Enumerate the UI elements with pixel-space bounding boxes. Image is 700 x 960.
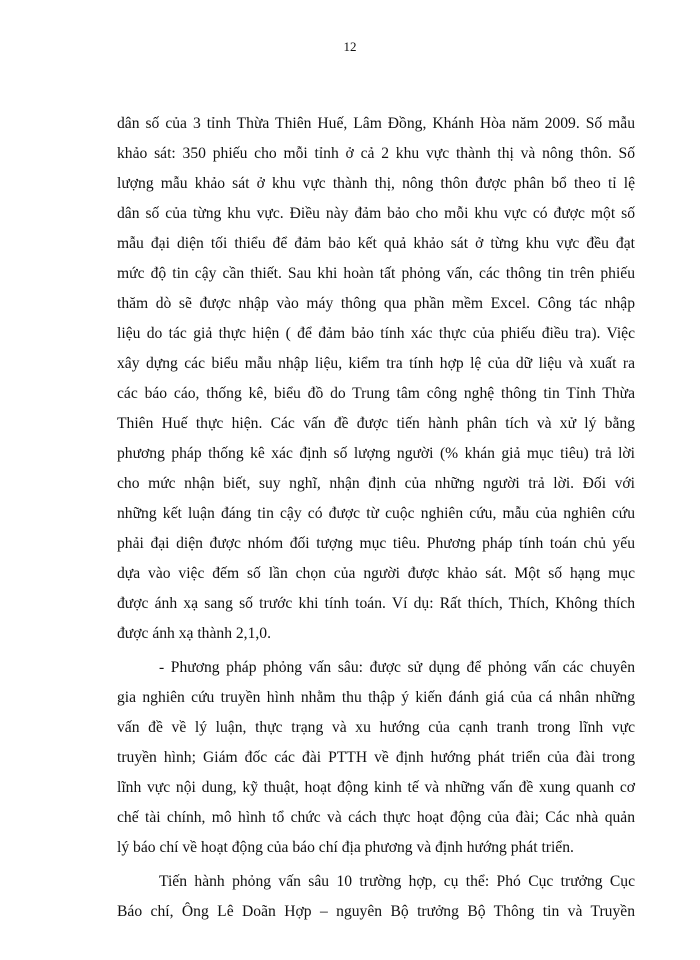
text-line: vấn đề về lý luận, thực trạng và xu hướng của cạnh tranh trong lĩnh vực bbox=[117, 719, 635, 736]
text-line: truyền hình; Giám đốc các đài PTTH về định hướng phát triển của đài trong bbox=[117, 749, 635, 766]
text-line: phương pháp thống kê xác định số lượng người (% khán giả mục tiêu) trả lời bbox=[117, 445, 635, 462]
text-line: được ánh xạ sang số trước khi tính toán. Ví dụ: Rất thích, Thích, Không thích bbox=[117, 595, 635, 612]
text-line: lượng mẫu khảo sát ở khu vực thành thị, nông thôn được phân bổ theo tỉ lệ bbox=[117, 175, 635, 192]
text-line: cho mức nhận biết, suy nghĩ, nhận định của những người trả lời. Đối với bbox=[117, 475, 635, 492]
paragraph-survey-method bbox=[117, 109, 635, 649]
text-line: Báo chí, Ông Lê Doãn Hợp – nguyên Bộ trưởng Bộ Thông tin và Truyền bbox=[117, 903, 635, 920]
text-line: lĩnh vực nội dung, kỹ thuật, hoạt động kinh tế và những vấn đề xung quanh cơ bbox=[117, 779, 635, 796]
text-line: khảo sát: 350 phiếu cho mỗi tỉnh ở cả 2 khu vực thành thị và nông thôn. Số bbox=[117, 145, 635, 162]
text-line: dân số của 3 tỉnh Thừa Thiên Huế, Lâm Đồng, Khánh Hòa năm 2009. Số mẫu bbox=[117, 115, 635, 132]
paragraph-interview-cases bbox=[117, 867, 635, 927]
text-line: Thiên Huế thực hiện. Các vấn đề được tiến hành phân tích và xử lý bằng bbox=[117, 415, 635, 432]
text-line: chế tài chính, mô hình tổ chức và cách thực hoạt động của đài; Các nhà quản bbox=[117, 809, 635, 826]
text-line: gia nghiên cứu truyền hình nhằm thu thập ý kiến đánh giá của cá nhân những bbox=[117, 689, 635, 706]
text-line: liệu do tác giả thực hiện ( để đảm bảo tính xác thực của phiếu điều tra). Việc bbox=[117, 325, 635, 342]
text-line: dân số của từng khu vực. Điều này đảm bảo cho mỗi khu vực có được một số bbox=[117, 205, 635, 222]
text-line: xây dựng các biểu mẫu nhập liệu, kiểm tra tính hợp lệ của dữ liệu và xuất ra bbox=[117, 355, 635, 372]
document-body bbox=[117, 109, 635, 927]
text-line: Tiến hành phỏng vấn sâu 10 trường hợp, cụ thể: Phó Cục trưởng Cục bbox=[159, 873, 635, 890]
paragraph-in-depth-interview bbox=[117, 653, 635, 863]
text-line: thăm dò sẽ được nhập vào máy thông qua phần mềm Excel. Công tác nhập bbox=[117, 295, 635, 312]
text-line: dựa vào việc đếm số lần chọn của người được khảo sát. Một số hạng mục bbox=[117, 565, 635, 582]
text-line: - Phương pháp phỏng vấn sâu: được sử dụng để phỏng vấn các chuyên bbox=[159, 659, 635, 676]
page-number: 12 bbox=[343, 39, 357, 54]
text-line: những kết luận đáng tin cậy có được từ cuộc nghiên cứu, mẫu của nghiên cứu bbox=[117, 505, 635, 522]
text-line: các báo cáo, thống kê, biểu đồ do Trung tâm công nghệ thông tin Tỉnh Thừa bbox=[117, 385, 635, 402]
text-line: mẫu đại diện tối thiểu để đảm bảo kết quả khảo sát ở từng khu vực đều đạt bbox=[117, 235, 635, 252]
text-line: lý báo chí về hoạt động của báo chí địa phương và định hướng phát triển. bbox=[117, 839, 574, 856]
text-line: phải đại diện được nhóm đối tượng mục tiêu. Phương pháp tính toán chủ yếu bbox=[117, 535, 635, 552]
text-line: được ánh xạ thành 2,1,0. bbox=[117, 625, 271, 642]
text-line: mức độ tin cậy cần thiết. Sau khi hoàn tất phỏng vấn, các thông tin trên phiếu bbox=[117, 265, 635, 282]
